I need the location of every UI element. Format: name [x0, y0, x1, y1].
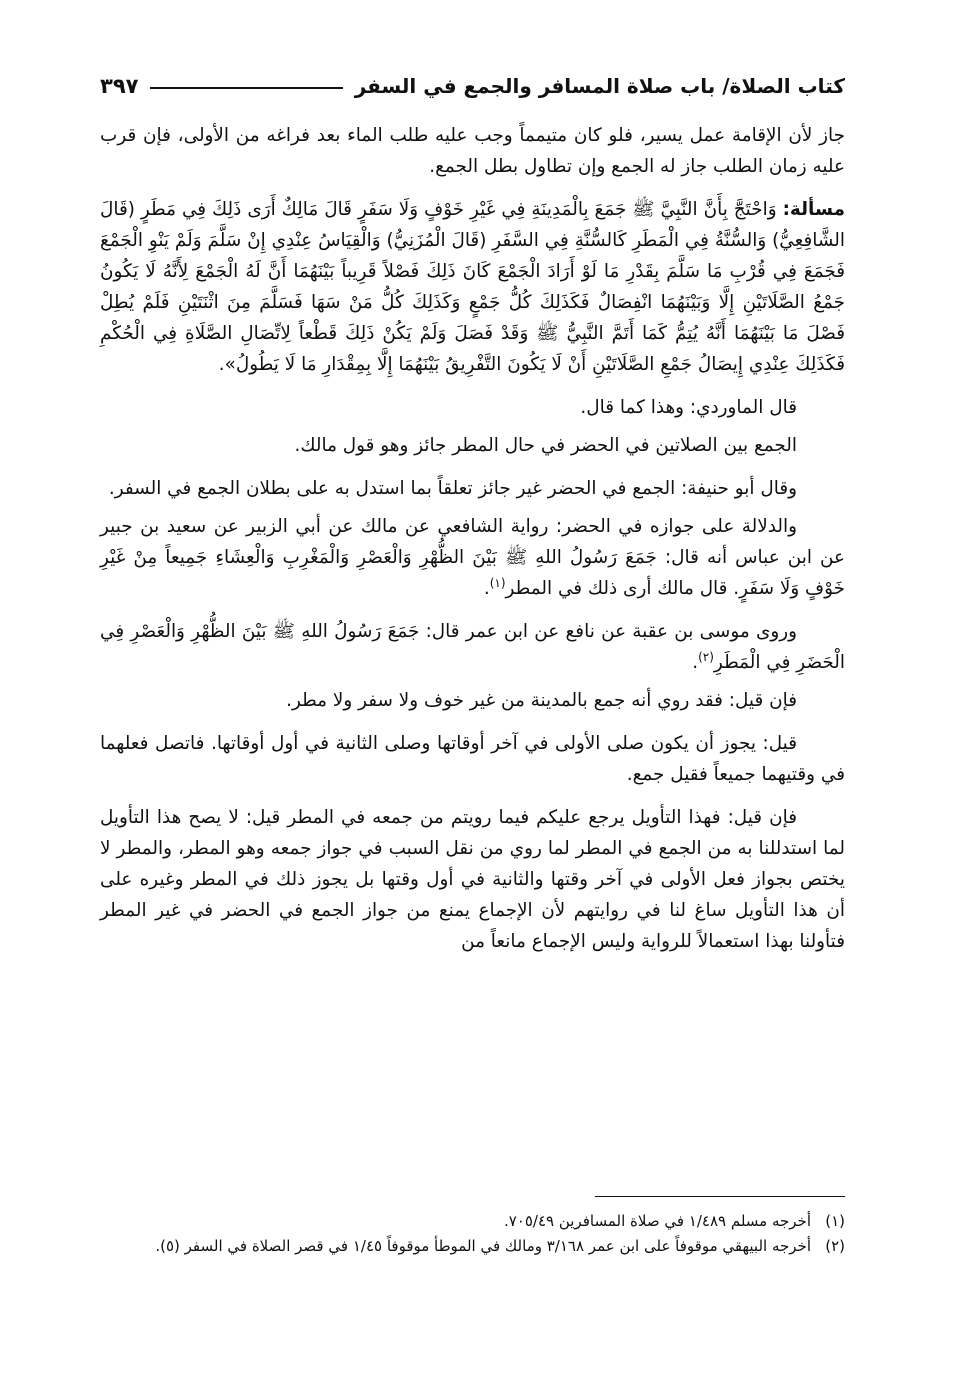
- paragraph-reply: [100, 728, 845, 790]
- paragraph-mawardi: [100, 392, 845, 423]
- paragraph-text: الجمع بين الصلاتين في الحضر في حال المطر جائز وهو قول مالك.: [294, 435, 797, 456]
- paragraph-tail: .: [692, 652, 699, 673]
- footnote-number: (٢): [825, 1237, 845, 1255]
- header-rule: [150, 87, 342, 89]
- paragraph-objection: [100, 685, 845, 716]
- book-page: [100, 0, 845, 1378]
- footnote-text: أخرجه البيهقي موقوفاً على ابن عمر ٣/١٦٨ ومالك في الموطأ موقوفاً ١/٤٥ في قصر الصلاة في السفر (٥).: [155, 1237, 811, 1255]
- paragraph-musa-ibn-uqba: [100, 616, 845, 678]
- paragraph-text: وروى موسى بن عقبة عن نافع عن ابن عمر قال: جَمَعَ رَسُولُ اللهِ ﷺ بَيْنَ الظُّهْرِ وَالْعَصْرِ فِي الْحَضَرِ فِي الْمَطَرِ: [100, 621, 845, 673]
- paragraph-text: وَاحْتَجَّ بِأَنَّ النَّبِيَّ ﷺ جَمَعَ بِالْمَدِينَةِ فِي غَيْرِ خَوْفٍ وَلَا سَفَرٍ قَالَ مَالِكٌ أَرَى ذَلِكَ فِي مَطَرٍ (قَالَ الشَّافِعِيُّ) وَالسُّنَّةُ فِي الْمَطَرِ كَالسُّنَّةِ فِي السَّفَرِ (قَالَ الْمُزَنِيُّ) وَالْقِيَاسُ عِنْدِي إِنْ سَلَّمَ وَلَمْ يَنْوِ الْجَمْعَ فَجَمَعَ فِي قُرْبِ مَا سَلَّمَ بِقَدْرِ مَا لَوْ أَرَادَ الْجَمْعَ كَانَ ذَلِكَ فَصْلاً قَرِيباً بَيْنَهُمَا أَنَّ لَهُ الْجَمْعَ لِأَنَّهُ لَا يَكُونُ جَمْعُ الصَّلَاتَيْنِ إِلَّا وَبَيْنَهُمَا انْفِصَالٌ فَكَذَلِكَ كُلُّ جَمْعٍ وَكَذَلِكَ كُلُّ مَنْ سَهَا فَسَلَّمَ مِنَ اثْنَتَيْنِ فَلَمْ يُطِلْ فَصْلَ مَا بَيْنَهُمَا أَنَّهُ يُتِمُّ كَمَا أَتَمَّ النَّبِيُّ ﷺ وَقَدْ فَصَلَ وَلَمْ يَكُنْ ذَلِكَ قَطْعاً لِاتِّصَالِ الصَّلَاةِ فِي الْحُكْمِ فَكَذَلِكَ عِنْدِي إِيصَالُ جَمْعِ الصَّلَاتَيْنِ أَنْ لَا يَكُونَ التَّفْرِيقُ بَيْنَهُمَا إِلَّا بِمِقْدَارِ مَا لَا يَطُولُ».: [100, 199, 845, 375]
- footnote-text: أخرجه مسلم ١/٤٨٩ في صلاة المسافرين ٧٠٥/٤٩.: [503, 1212, 811, 1230]
- footnote-item: [100, 1209, 845, 1234]
- paragraph-tail: .: [483, 578, 490, 599]
- footnote-number: (١): [825, 1212, 845, 1230]
- footnote-marker[interactable]: (١): [489, 575, 506, 590]
- paragraph-text: قال الماوردي: وهذا كما قال.: [580, 397, 797, 418]
- paragraph-continuation: [100, 120, 845, 182]
- paragraph-evidence: [100, 511, 845, 604]
- paragraph-text: وقال أبو حنيفة: الجمع في الحضر غير جائز تعلقاً بما استدل به على بطلان الجمع في السفر.: [108, 478, 797, 499]
- paragraph-abu-hanifa: [100, 473, 845, 504]
- paragraph-text: قيل: يجوز أن يكون صلى الأولى في آخر أوقاتها وصلى الثانية في أول أوقاتها. فاتصل فعلهما في وقتيهما جميعاً فقيل جمع.: [100, 733, 845, 785]
- paragraph-ruling: [100, 430, 845, 461]
- footnote-marker[interactable]: (٢): [698, 649, 714, 664]
- footnote-item: [100, 1234, 845, 1259]
- footnotes: [100, 1209, 845, 1259]
- paragraph-second-objection: [100, 802, 845, 957]
- paragraph-text: فإن قيل: فقد روي أنه جمع بالمدينة من غير خوف ولا سفر ولا مطر.: [286, 690, 797, 711]
- paragraph-text: فإن قيل: فهذا التأويل يرجع عليكم فيما رويتم من جمعه في المطر قيل: لا يصح هذا التأويل لما استدللنا به من الجمع في المطر لما روي من نقل السبب في جواز جمعه وهو المطر، والمطر لا يختص بجواز فعل الأولى في آخر وقتها والثانية في أول وقتها بل يجوز ذلك في المطر وغيره على أن هذا التأويل ساغ لنا في روايتهم لأن الإجماع يمنع من جواز الجمع في الحضر في غير المطر فتأولنا بهذا استعمالاً للرواية وليس الإجماع مانعاً من: [100, 807, 845, 952]
- page-number: ٣٩٧: [100, 74, 139, 98]
- running-title: كتاب الصلاة/ باب صلاة المسافر والجمع في السفر: [354, 74, 845, 98]
- footnote-separator: [595, 1196, 845, 1197]
- paragraph-text: والدلالة على جوازه في الحضر: رواية الشافعي عن مالك عن أبي الزبير عن سعيد بن جبير عن ابن عباس أنه قال: جَمَعَ رَسُولُ اللهِ ﷺ بَيْنَ الظُّهْرِ وَالْعَصْرِ وَالْمَغْرِبِ وَالْعِشَاءِ جَمِيعاً مِنْ غَيْرِ خَوْفٍ وَلَا سَفَرٍ. قال مالك أرى ذلك في المطر: [100, 516, 845, 599]
- masala-label: مسألة:: [782, 199, 845, 220]
- main-text: [100, 120, 845, 964]
- page-header: [100, 70, 845, 102]
- paragraph-masala: [100, 194, 845, 380]
- paragraph-text: جاز لأن الإقامة عمل يسير، فلو كان متيمماً وجب عليه طلب الماء بعد فراغه من الأولى، فإن قرب عليه زمان الطلب جاز له الجمع وإن تطاول بطل الجمع.: [100, 125, 845, 177]
